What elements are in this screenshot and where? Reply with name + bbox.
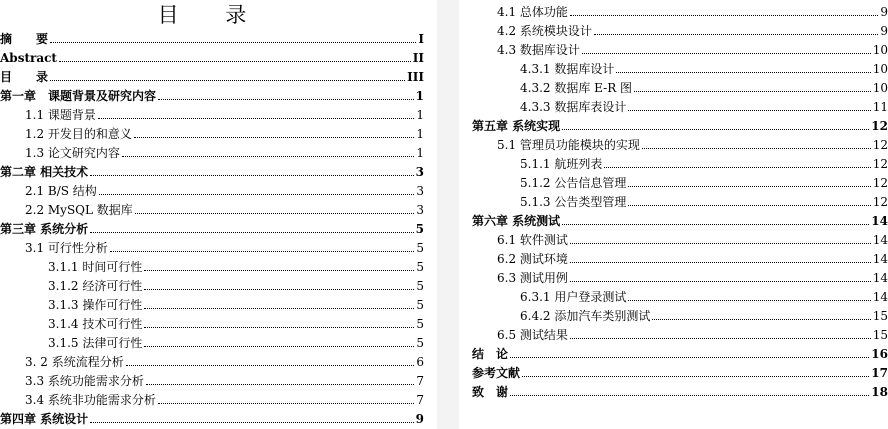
- toc-entry[interactable]: [0, 198, 424, 217]
- toc-dot-leader: [144, 346, 414, 347]
- toc-dot-leader: [570, 262, 871, 263]
- toc-entry-page-number: 5: [416, 241, 424, 255]
- toc-dot-leader: [628, 110, 870, 111]
- toc-entry[interactable]: [472, 19, 888, 38]
- toc-dot-leader: [628, 186, 870, 187]
- toc-dot-leader: [50, 80, 405, 81]
- toc-entry-page-number: I: [418, 32, 424, 46]
- toc-dot-leader: [146, 384, 414, 385]
- toc-dot-leader: [582, 53, 871, 54]
- toc-entry-text: 6.3.1 用户登录测试: [520, 290, 627, 304]
- toc-entry-page-number: 1: [415, 89, 424, 103]
- toc-entry-text: 第四章 系统设计: [0, 412, 89, 426]
- toc-entry[interactable]: [0, 122, 424, 141]
- toc-entry-text: 5.1.3 公告类型管理: [520, 195, 627, 209]
- toc-entry[interactable]: [472, 114, 888, 133]
- toc-entry[interactable]: [0, 236, 424, 255]
- toc-entry-page-number: 12: [871, 119, 888, 133]
- toc-dot-leader: [616, 72, 870, 73]
- toc-entry-page-number: 14: [872, 290, 888, 304]
- toc-entry-page-number: 16: [871, 347, 888, 361]
- toc-entry-text: 1.2 开发目的和意义: [25, 127, 132, 141]
- toc-entry[interactable]: [472, 380, 888, 399]
- toc-entry[interactable]: [472, 171, 888, 190]
- toc-dot-leader: [59, 61, 411, 62]
- toc-entry[interactable]: [0, 217, 424, 236]
- toc-entry-text: 3.3 系统功能需求分析: [25, 374, 144, 388]
- toc-entry[interactable]: [472, 247, 888, 266]
- toc-dot-leader: [570, 281, 871, 282]
- toc-entry-text: 参考文献: [472, 366, 521, 380]
- toc-entry-page-number: 1: [416, 127, 424, 141]
- toc-entry-text: 6.4.2 添加汽车类别测试: [520, 309, 651, 323]
- toc-entry-text: 4.3.2 数据库 E-R 图: [520, 81, 633, 95]
- toc-dot-leader: [642, 148, 871, 149]
- toc-entry-text: 3.1 可行性分析: [25, 241, 108, 255]
- toc-entry[interactable]: [472, 285, 888, 304]
- toc-title: 目 录: [157, 3, 267, 27]
- toc-dot-leader: [144, 289, 414, 290]
- toc-entry[interactable]: [0, 274, 424, 293]
- toc-right-page: [472, 0, 888, 429]
- toc-entry[interactable]: [0, 293, 424, 312]
- toc-entry-text: 3.1.2 经济可行性: [48, 279, 143, 293]
- toc-entry[interactable]: [0, 141, 424, 160]
- toc-entry-page-number: 14: [871, 214, 888, 228]
- toc-entry-text: 4.2 系统模块设计: [497, 24, 592, 38]
- toc-entry-page-number: 9: [880, 24, 888, 38]
- toc-entry-page-number: 17: [871, 366, 888, 380]
- toc-dot-leader: [522, 376, 869, 377]
- toc-entry-page-number: 6: [416, 355, 424, 369]
- toc-entry-text: 第二章 相关技术: [0, 165, 89, 179]
- toc-entry-text: Abstract: [0, 51, 57, 65]
- toc-entry[interactable]: [0, 84, 424, 103]
- toc-dot-leader: [98, 118, 414, 119]
- toc-entry[interactable]: [0, 160, 424, 179]
- toc-right-list: [472, 0, 888, 399]
- toc-entry-page-number: III: [407, 70, 424, 84]
- toc-entry-text: 目 录: [0, 70, 49, 84]
- toc-entry-page-number: II: [412, 51, 424, 65]
- toc-dot-leader: [510, 395, 869, 396]
- toc-dot-leader: [594, 34, 878, 35]
- toc-dot-leader: [126, 365, 415, 366]
- toc-entry[interactable]: [472, 361, 888, 380]
- toc-entry-text: 第三章 系统分析: [0, 222, 89, 236]
- toc-entry-page-number: 9: [880, 5, 888, 19]
- toc-entry[interactable]: [0, 255, 424, 274]
- toc-entry-page-number: 1: [416, 146, 424, 160]
- toc-dot-leader: [90, 175, 413, 176]
- toc-dot-leader: [562, 224, 869, 225]
- toc-entry-page-number: 5: [415, 222, 424, 236]
- toc-entry-text: 3. 2 系统流程分析: [25, 355, 124, 369]
- toc-entry-page-number: 11: [872, 100, 888, 114]
- toc-dot-leader: [510, 357, 869, 358]
- toc-entry[interactable]: [0, 179, 424, 198]
- toc-entry-text: 1.1 课题背景: [25, 108, 96, 122]
- toc-entry-text: 4.1 总体功能: [497, 5, 568, 19]
- toc-entry-page-number: 9: [415, 412, 424, 426]
- toc-entry-text: 5.1.2 公告信息管理: [520, 176, 627, 190]
- toc-entry-page-number: 12: [872, 176, 888, 190]
- toc-entry-text: 1.3 论文研究内容: [25, 146, 120, 160]
- toc-entry-page-number: 15: [872, 309, 888, 323]
- toc-entry-page-number: 3: [415, 165, 424, 179]
- toc-entry[interactable]: [472, 0, 888, 19]
- toc-entry-text: 第六章 系统测试: [472, 214, 561, 228]
- toc-entry-text: 4.3.1 数据库设计: [520, 62, 615, 76]
- toc-entry-text: 5.1 管理员功能模块的实现: [497, 138, 640, 152]
- toc-entry-page-number: 12: [872, 195, 888, 209]
- toc-entry[interactable]: [472, 228, 888, 247]
- toc-dot-leader: [90, 232, 413, 233]
- toc-entry-text: 结 论: [472, 347, 509, 361]
- toc-entry[interactable]: [472, 152, 888, 171]
- toc-entry-page-number: 15: [872, 328, 888, 342]
- toc-entry-text: 3.1.5 法律可行性: [48, 336, 143, 350]
- toc-entry-page-number: 5: [416, 260, 424, 274]
- toc-dot-leader: [50, 42, 416, 43]
- toc-entry-text: 2.2 MySQL 数据库: [25, 203, 133, 217]
- toc-entry-page-number: 5: [416, 336, 424, 350]
- toc-dot-leader: [628, 205, 870, 206]
- toc-entry[interactable]: [472, 76, 888, 95]
- toc-entry[interactable]: [0, 27, 424, 46]
- toc-entry-page-number: 12: [872, 157, 888, 171]
- toc-dot-leader: [158, 403, 414, 404]
- toc-entry-page-number: 14: [872, 271, 888, 285]
- toc-dot-leader: [604, 167, 870, 168]
- toc-dot-leader: [90, 422, 413, 423]
- toc-dot-leader: [652, 319, 870, 320]
- toc-entry[interactable]: [0, 331, 424, 350]
- toc-entry[interactable]: [472, 266, 888, 285]
- toc-entry-text: 第五章 系统实现: [472, 119, 561, 133]
- toc-entry-text: 第一章 课题背景及研究内容: [0, 89, 157, 103]
- toc-dot-leader: [562, 129, 869, 130]
- toc-entry-text: 5.1.1 航班列表: [520, 157, 603, 171]
- toc-entry-text: 6.2 测试环境: [497, 252, 568, 266]
- toc-entry-page-number: 3: [416, 184, 424, 198]
- toc-entry-page-number: 10: [872, 62, 888, 76]
- toc-dot-leader: [570, 243, 871, 244]
- toc-entry-text: 6.5 测试结果: [497, 328, 568, 342]
- toc-entry-text: 4.3.3 数据库表设计: [520, 100, 627, 114]
- toc-entry-text: 致 谢: [472, 385, 509, 399]
- page-gutter: [437, 0, 459, 429]
- toc-entry[interactable]: [0, 103, 424, 122]
- toc-entry-page-number: 7: [416, 374, 424, 388]
- toc-dot-leader: [110, 251, 414, 252]
- toc-entry[interactable]: [472, 57, 888, 76]
- toc-entry-page-number: 7: [416, 393, 424, 407]
- toc-entry-page-number: 10: [872, 43, 888, 57]
- toc-dot-leader: [144, 270, 414, 271]
- toc-entry-text: 6.3 测试用例: [497, 271, 568, 285]
- toc-entry[interactable]: [0, 65, 424, 84]
- toc-entry-text: 3.1.1 时间可行性: [48, 260, 143, 274]
- toc-entry[interactable]: [0, 312, 424, 331]
- toc-entry-text: 摘 要: [0, 32, 49, 46]
- toc-entry-text: 3.1.4 技术可行性: [48, 317, 143, 331]
- toc-entry-page-number: 12: [872, 138, 888, 152]
- toc-entry-text: 2.1 B/S 结构: [25, 184, 97, 198]
- toc-entry-page-number: 18: [871, 385, 888, 399]
- toc-dot-leader: [158, 99, 414, 100]
- toc-left-list: [0, 27, 424, 426]
- toc-entry-text: 4.3 数据库设计: [497, 43, 580, 57]
- toc-entry-page-number: 5: [416, 279, 424, 293]
- toc-entry[interactable]: [472, 190, 888, 209]
- toc-dot-leader: [634, 91, 871, 92]
- toc-dot-leader: [144, 327, 414, 328]
- toc-entry-text: 3.4 系统非功能需求分析: [25, 393, 156, 407]
- toc-dot-leader: [122, 156, 414, 157]
- toc-entry[interactable]: [472, 342, 888, 361]
- toc-dot-leader: [144, 308, 414, 309]
- toc-entry[interactable]: [0, 388, 424, 407]
- toc-entry[interactable]: [472, 323, 888, 342]
- toc-entry[interactable]: [472, 95, 888, 114]
- toc-entry-page-number: 10: [872, 81, 888, 95]
- toc-entry-text: 6.1 软件测试: [497, 233, 568, 247]
- toc-entry-page-number: 3: [416, 203, 424, 217]
- toc-entry-page-number: 1: [416, 108, 424, 122]
- toc-dot-leader: [570, 15, 878, 16]
- toc-entry-page-number: 14: [872, 233, 888, 247]
- toc-dot-leader: [570, 338, 871, 339]
- toc-entry[interactable]: [472, 304, 888, 323]
- toc-entry[interactable]: [0, 46, 424, 65]
- toc-entry[interactable]: [472, 209, 888, 228]
- toc-dot-leader: [135, 213, 415, 214]
- toc-entry[interactable]: [472, 133, 888, 152]
- toc-dot-leader: [134, 137, 414, 138]
- toc-entry-page-number: 5: [416, 317, 424, 331]
- toc-entry[interactable]: [0, 407, 424, 426]
- toc-entry-page-number: 5: [416, 298, 424, 312]
- toc-entry[interactable]: [472, 38, 888, 57]
- toc-left-page: [0, 0, 424, 429]
- toc-dot-leader: [628, 300, 870, 301]
- toc-dot-leader: [99, 194, 415, 195]
- toc-entry-page-number: 14: [872, 252, 888, 266]
- toc-entry-text: 3.1.3 操作可行性: [48, 298, 143, 312]
- toc-entry[interactable]: [0, 350, 424, 369]
- toc-entry[interactable]: [0, 369, 424, 388]
